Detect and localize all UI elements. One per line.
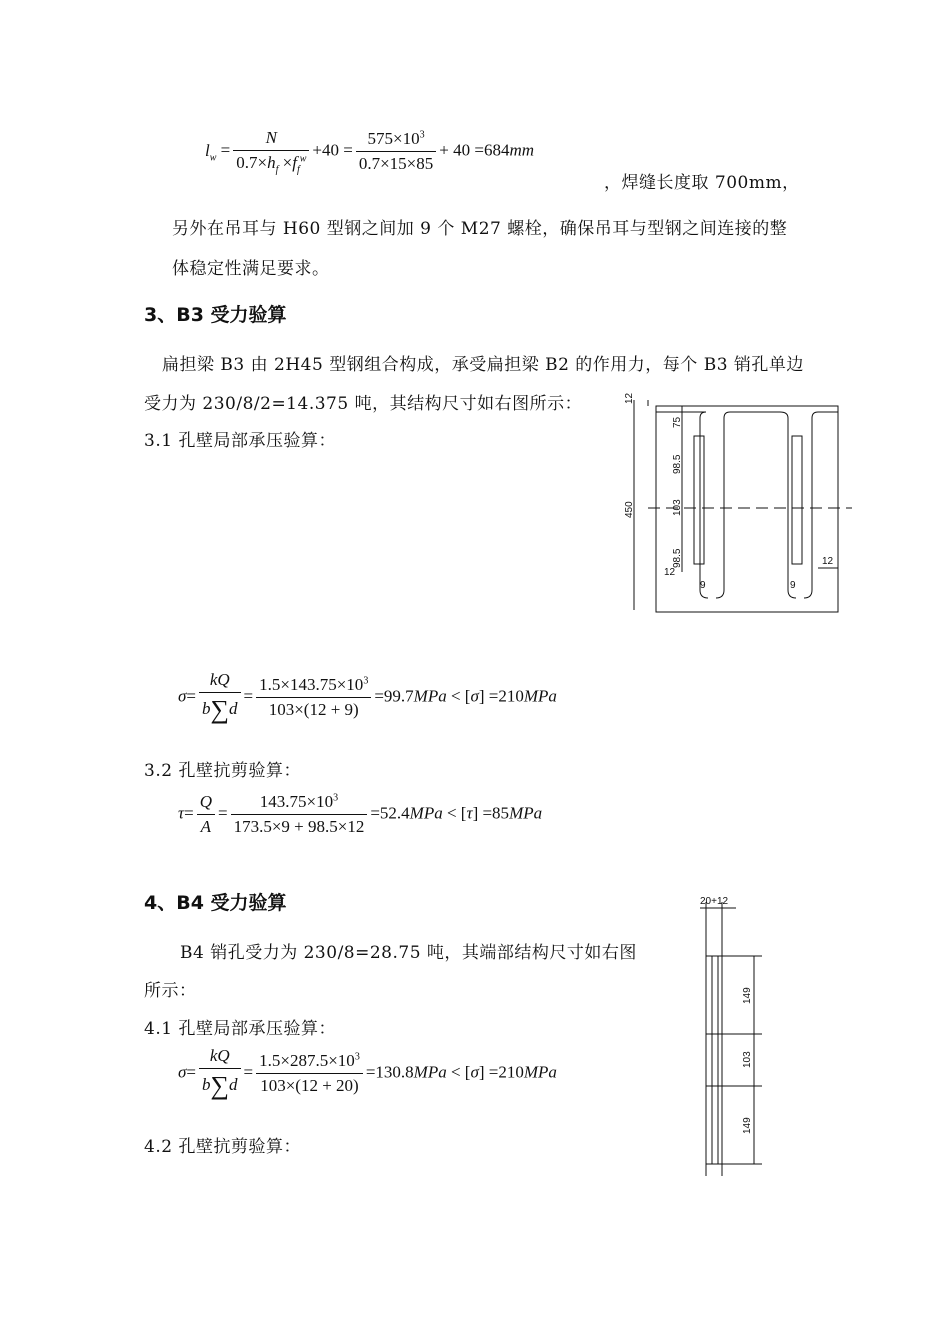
dim-75: 75 (672, 416, 683, 428)
dim-103: 103 (742, 1051, 753, 1068)
weld-length-formula: $l_w$ = $\frac{N}{0.7\times h_f \times f_f^w}$ +40 = $\frac{575\times 10^3}{0.7\times 15\times 85}$ + 40 =684mm (205, 128, 535, 176)
dim-149-lower: 149 (742, 1117, 753, 1134)
section-3-para-line1: 扁担梁 B3 由 2H45 型钢组合构成，承受扁担梁 B2 的作用力，每个 B3 销孔单边 (162, 355, 804, 375)
section-3-1-heading: 3.1 孔壁局部承压验算： (144, 431, 336, 451)
dim-12-bottom: 12 (664, 567, 676, 578)
bearing-formula-b4: σ= $\frac{kQ}{b\sum d}$ = $\frac{1.5\times 287.5\times 10^3}{103\times(12 + 20)}$ =130.8MPa < [σ] =210MPa (178, 1046, 557, 1100)
section-3-2-heading: 3.2 孔壁抗剪验算： (144, 761, 301, 781)
b4-end-structure-diagram (690, 892, 770, 1182)
dim-149-upper: 149 (742, 987, 753, 1004)
dim-98-5-lower: 98.5 (672, 548, 683, 568)
weld-note: ，焊缝长度取 700mm， (604, 173, 800, 193)
paragraph-bolts-line2: 体稳定性满足要求。 (172, 259, 330, 279)
dim-450: 450 (624, 501, 635, 518)
dim-12-right: 12 (822, 556, 834, 567)
section-4-para-line2: 所示： (144, 981, 197, 1001)
dim-98-5-upper: 98.5 (672, 454, 683, 474)
dim-9-left: 9 (700, 580, 706, 591)
section-4-para-line1: B4 销孔受力为 230/8=28.75 吨，其端部结构尺寸如右图 (180, 943, 637, 963)
section-3-heading: 3、B3 受力验算 (144, 304, 287, 326)
paragraph-bolts-line1: 另外在吊耳与 H60 型钢之间加 9 个 M27 螺栓，确保吊耳与型钢之间连接的整 (172, 219, 788, 239)
b3-structure-diagram (620, 392, 855, 617)
dim-12-top: 12 (624, 392, 635, 404)
formula-lw: $l_w$ (205, 140, 217, 163)
section-4-1-heading: 4.1 孔壁局部承压验算： (144, 1019, 336, 1039)
dim-20-12: 20+12 (700, 896, 729, 907)
shear-formula-b3: τ= $\frac{Q}{A}$ = $\frac{143.75\times 10^3}{173.5\times 9 + 98.5\times 12}$ =52.4MPa < [τ] =85MPa (178, 792, 543, 836)
dim-9-right: 9 (790, 580, 796, 591)
bearing-formula-b3: σ= $\frac{kQ}{b\sum d}$ = $\frac{1.5\times 143.75\times 10^3}{103\times(12 + 9)}$ =99.7MPa < [σ] =210MPa (178, 670, 557, 724)
section-4-heading: 4、B4 受力验算 (144, 892, 287, 914)
section-3-para-line2: 受力为 230/8/2=14.375 吨，其结构尺寸如右图所示： (144, 394, 583, 414)
section-4-2-heading: 4.2 孔壁抗剪验算： (144, 1137, 301, 1157)
dim-103: 103 (672, 499, 683, 516)
